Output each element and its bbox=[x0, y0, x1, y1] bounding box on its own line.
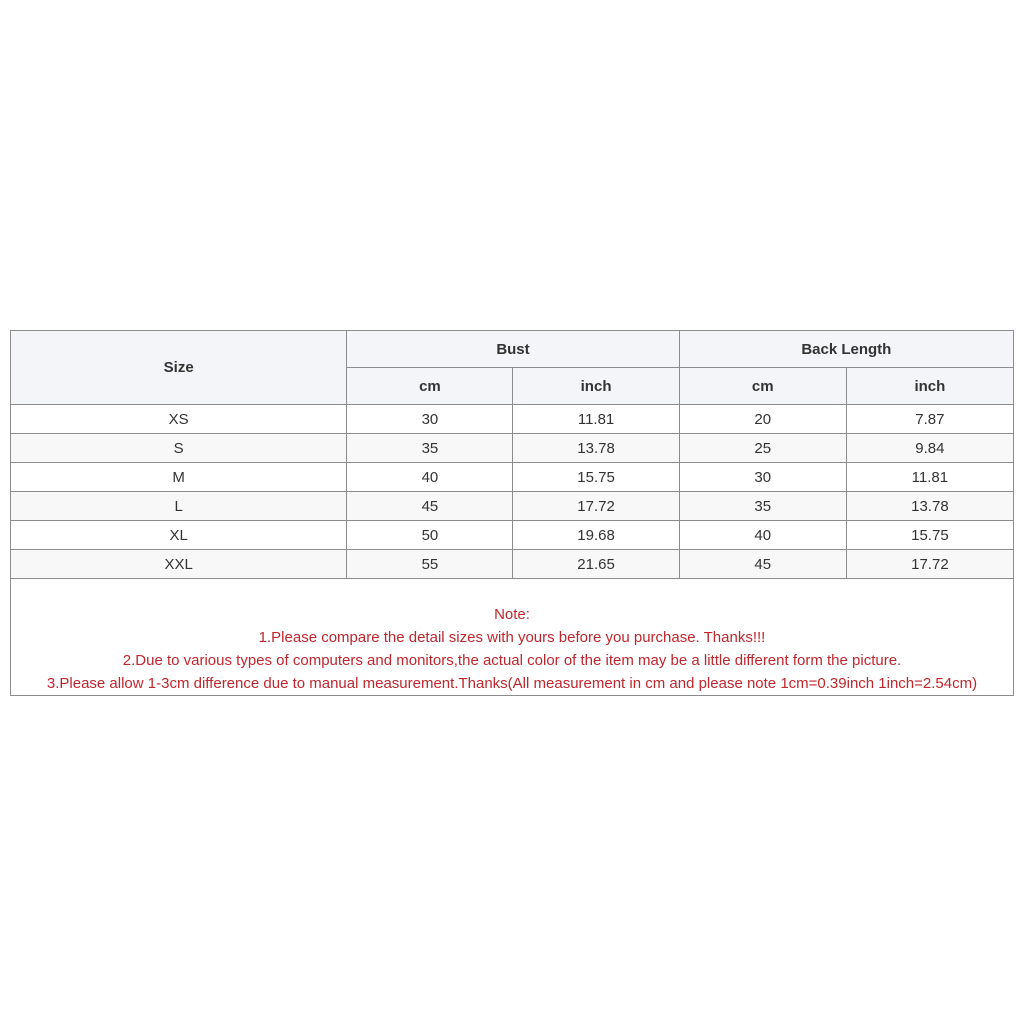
size-chart bbox=[10, 330, 1014, 696]
back-length-header: Back Length bbox=[679, 331, 1013, 368]
table-row bbox=[11, 492, 1014, 521]
size-cell: XL bbox=[11, 521, 347, 550]
bust-inch-cell: 11.81 bbox=[513, 405, 679, 434]
back-length-inch-cell: 13.78 bbox=[846, 492, 1013, 521]
size-cell: XXL bbox=[11, 550, 347, 579]
back-length-inch-header: inch bbox=[846, 368, 1013, 405]
bust-inch-cell: 21.65 bbox=[513, 550, 679, 579]
bust-inch-cell: 19.68 bbox=[513, 521, 679, 550]
table-row bbox=[11, 550, 1014, 579]
note-title: Note: bbox=[494, 606, 530, 623]
size-cell: M bbox=[11, 463, 347, 492]
size-table bbox=[10, 330, 1014, 579]
bust-cm-cell: 50 bbox=[347, 521, 513, 550]
table-row bbox=[11, 405, 1014, 434]
back-length-cm-cell: 20 bbox=[679, 405, 846, 434]
bust-inch-header: inch bbox=[513, 368, 679, 405]
bust-cm-cell: 55 bbox=[347, 550, 513, 579]
note-line-1: 1.Please compare the detail sizes with yours before you purchase. Thanks!!! bbox=[258, 629, 766, 646]
note-line-2: 2.Due to various types of computers and monitors,the actual color of the item may be a little different form the picture. bbox=[122, 652, 902, 669]
size-cell: XS bbox=[11, 405, 347, 434]
table-body bbox=[11, 405, 1014, 579]
table-header bbox=[11, 331, 1014, 405]
back-length-inch-cell: 7.87 bbox=[846, 405, 1013, 434]
back-length-cm-cell: 35 bbox=[679, 492, 846, 521]
notes-panel bbox=[10, 579, 1014, 696]
bust-cm-header: cm bbox=[347, 368, 513, 405]
bust-cm-cell: 30 bbox=[347, 405, 513, 434]
bust-inch-cell: 17.72 bbox=[513, 492, 679, 521]
back-length-inch-cell: 17.72 bbox=[846, 550, 1013, 579]
bust-cm-cell: 35 bbox=[347, 434, 513, 463]
size-header: Size bbox=[11, 331, 347, 405]
back-length-cm-header: cm bbox=[679, 368, 846, 405]
bust-inch-cell: 15.75 bbox=[513, 463, 679, 492]
table-row bbox=[11, 463, 1014, 492]
bust-cm-cell: 45 bbox=[347, 492, 513, 521]
bust-cm-cell: 40 bbox=[347, 463, 513, 492]
back-length-inch-cell: 11.81 bbox=[846, 463, 1013, 492]
table-row bbox=[11, 434, 1014, 463]
back-length-cm-cell: 30 bbox=[679, 463, 846, 492]
size-cell: L bbox=[11, 492, 347, 521]
back-length-inch-cell: 9.84 bbox=[846, 434, 1013, 463]
bust-header: Bust bbox=[347, 331, 679, 368]
back-length-inch-cell: 15.75 bbox=[846, 521, 1013, 550]
note-line-3: 3.Please allow 1-3cm difference due to manual measurement.Thanks(All measurement in cm and please note 1cm=0.39inch 1inch=2.54cm) bbox=[46, 675, 978, 692]
back-length-cm-cell: 25 bbox=[679, 434, 846, 463]
back-length-cm-cell: 45 bbox=[679, 550, 846, 579]
back-length-cm-cell: 40 bbox=[679, 521, 846, 550]
size-cell: S bbox=[11, 434, 347, 463]
table-row bbox=[11, 521, 1014, 550]
bust-inch-cell: 13.78 bbox=[513, 434, 679, 463]
